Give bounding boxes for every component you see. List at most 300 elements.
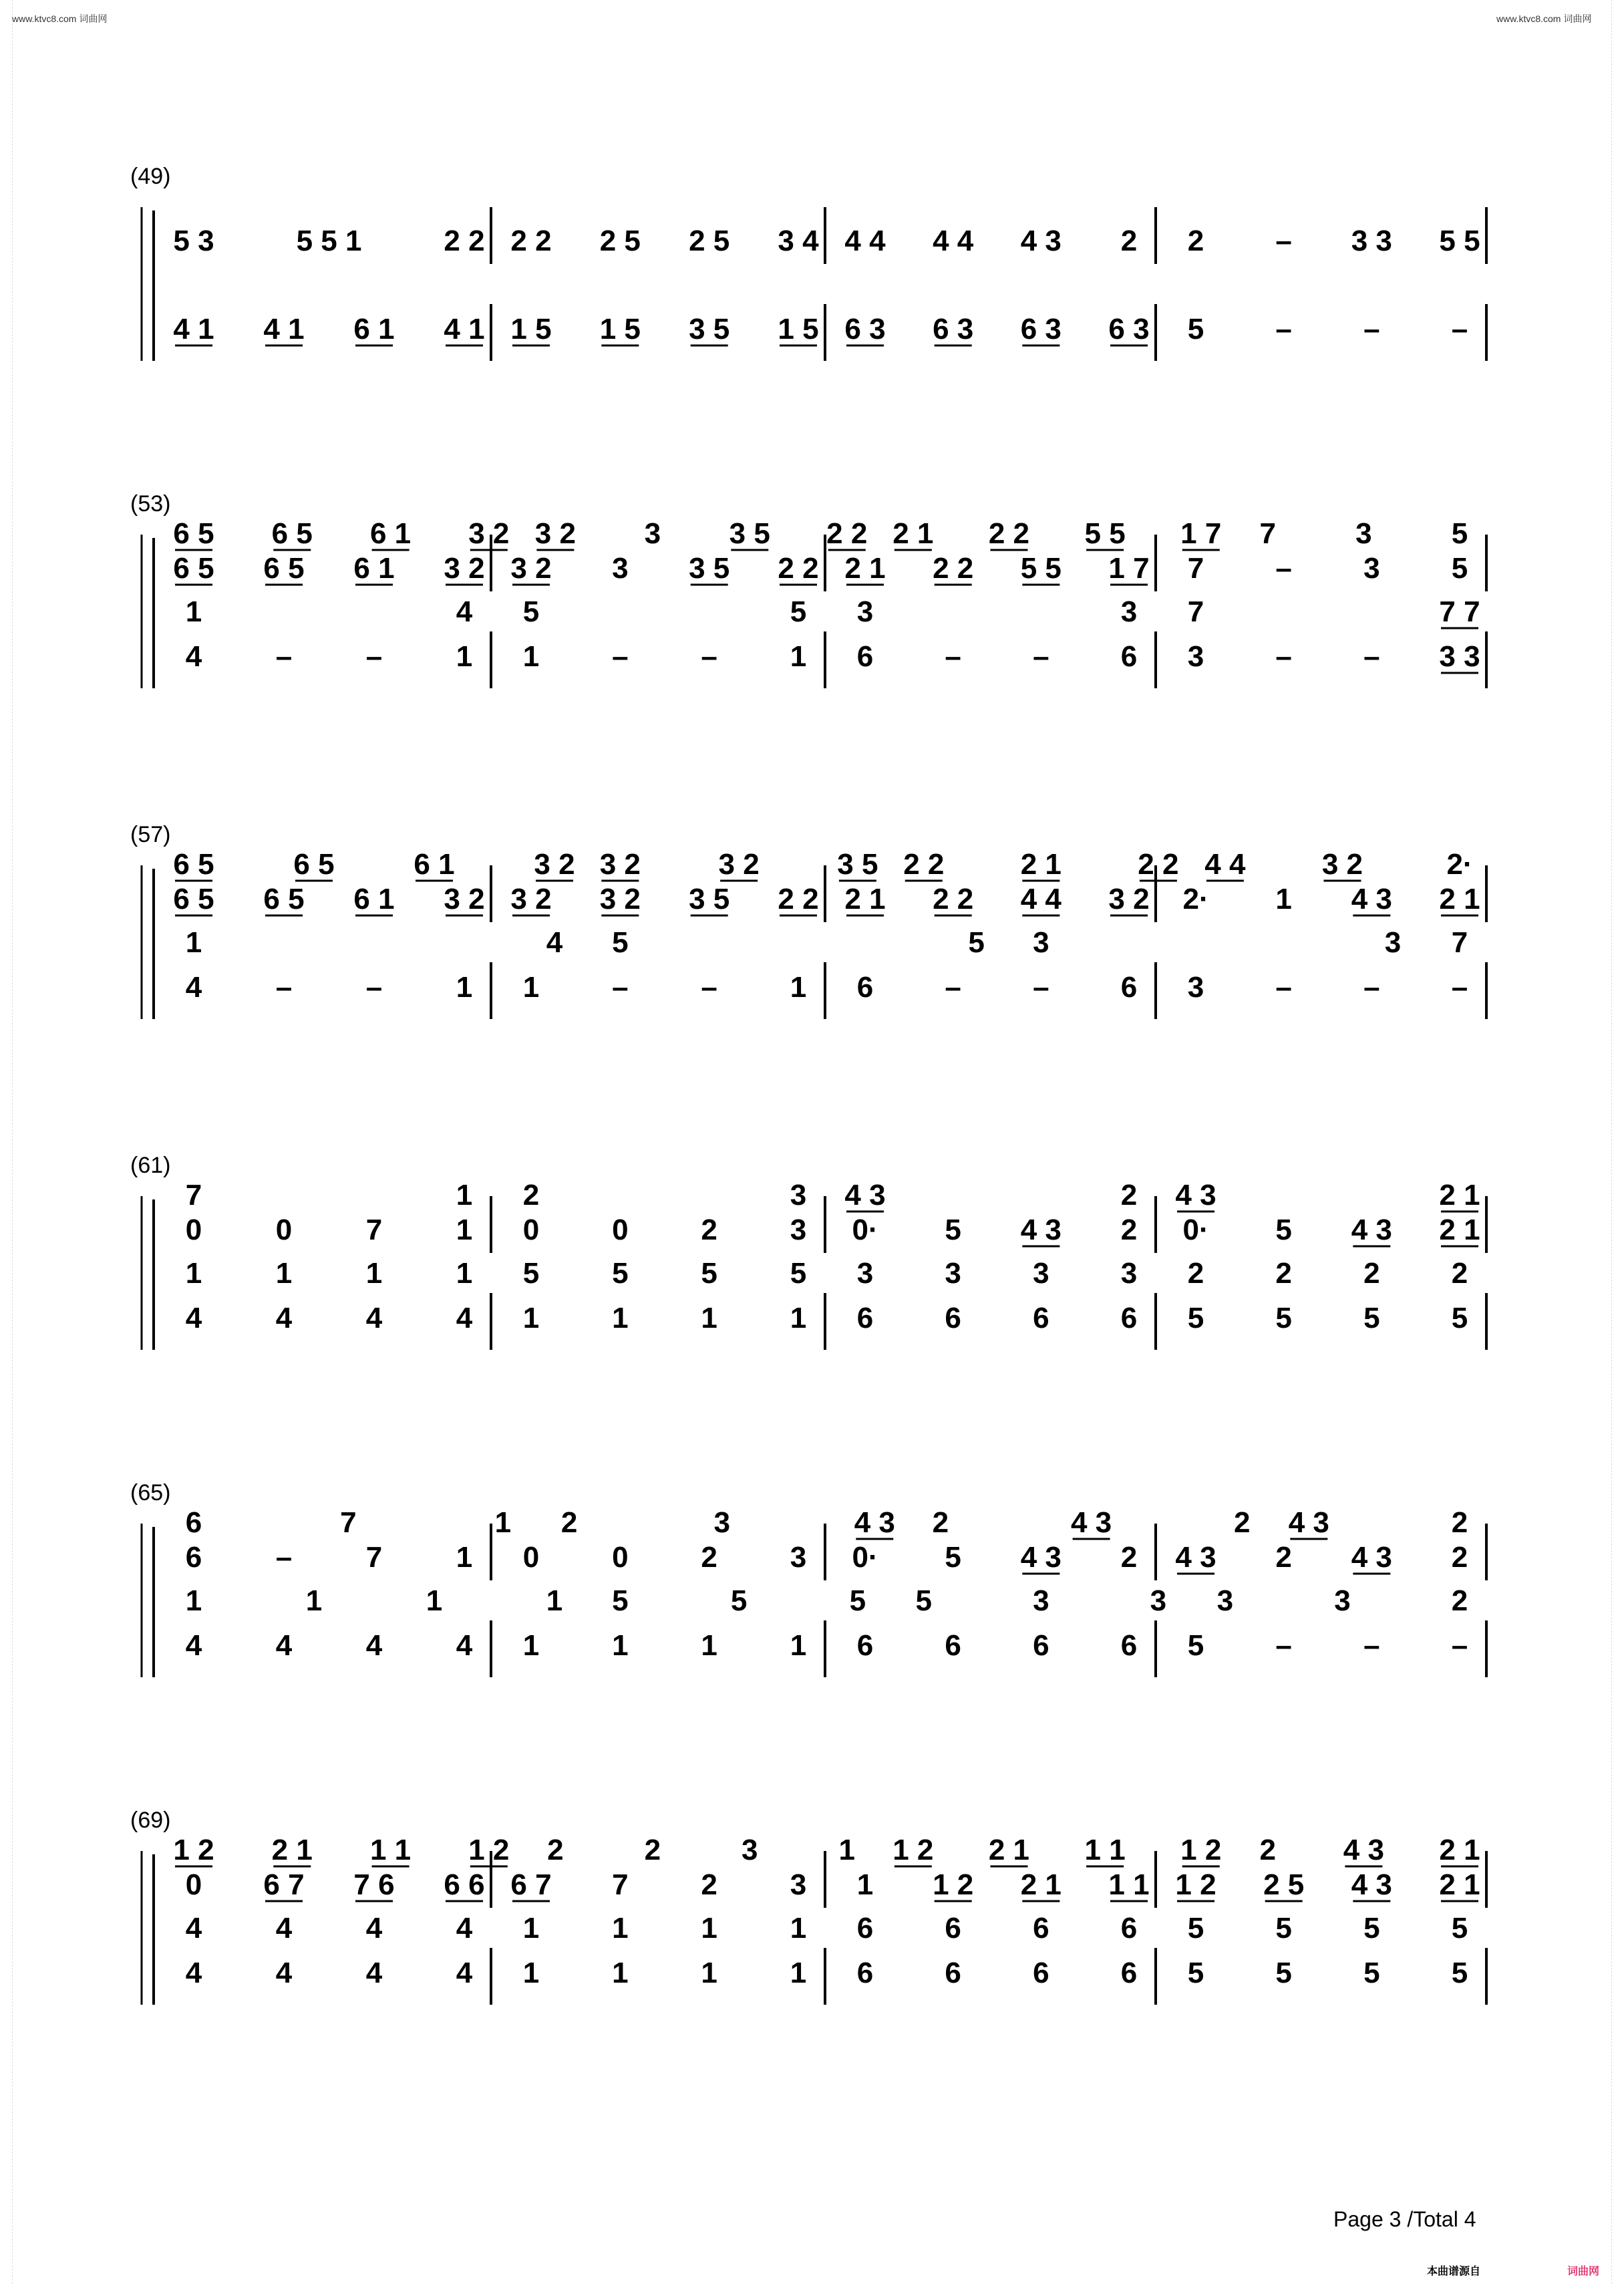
lower-note: 4 [365,1302,383,1334]
lower-note: 4 1 [173,313,214,345]
lower-note: 1 [456,971,473,1004]
lower-note-top: 1 [790,1912,807,1945]
lower-note: – [275,640,293,673]
upper-note: 6 5 [173,552,214,585]
lower-note: 5 [1187,1302,1204,1334]
footer-source-text: 本曲谱源自 [1427,2266,1481,2277]
lower-note: 3 [1187,971,1204,1004]
lower-note-top: 6 [1120,1912,1138,1945]
lower-note-top: 5 [522,1257,540,1290]
lower-note: 6 [1033,1957,1049,1989]
upper-note-top: 3 2 [468,517,510,550]
lower-note-top: 6 [856,1912,874,1945]
upper-note: 2 1 [1439,883,1480,915]
upper-note-top: 3 5 [837,848,878,881]
lower-note-top: 3 [945,1257,961,1290]
lower-note: 6 [945,1629,961,1662]
upper-note: 0 [185,1214,202,1246]
upper-note-top: 3 [1355,517,1372,550]
upper-note: 2 1 [844,883,886,915]
lower-note: 1 5 [599,313,641,345]
lower-note: 4 [365,1629,383,1662]
upper-note-top: 6 1 [369,517,412,550]
upper-note: 2 2 [444,225,485,257]
upper-note: 7 [1187,552,1204,585]
upper-note: 4 3 [1351,883,1392,915]
header-right-text: www.ktvc8.com 词曲网 [1496,13,1592,24]
lower-note-top: 1 [185,926,202,959]
upper-note: 4 3 [1351,1214,1392,1246]
upper-note: 4 3 [1020,1541,1062,1574]
measure-number: (65) [130,1480,171,1506]
lower-note-top: 5 [701,1257,717,1290]
upper-note: 6 1 [353,552,395,585]
upper-note-top: 6 1 [414,848,455,881]
upper-note: 5 [1275,1214,1292,1246]
upper-note: 5 [945,1214,961,1246]
lower-note: 1 [522,1629,540,1662]
header-left-text: www.ktvc8.com 词曲网 [12,13,108,24]
upper-note-top: 3 2 [599,848,641,881]
lower-note-top: 5 [849,1584,866,1617]
upper-note-top: 7 [1259,517,1276,550]
upper-note-top: 2 1 [1439,1834,1480,1866]
upper-note: 6 7 [510,1868,552,1901]
lower-note: 6 [856,971,874,1004]
upper-note-top: 3 2 [534,848,575,881]
lower-note: 6 3 [933,313,974,345]
upper-note: 5 [945,1541,961,1574]
lower-note: 3 3 [1439,640,1480,673]
lower-note: 5 [1451,1957,1468,1989]
lower-note-top: 5 [522,595,540,628]
lower-note: 1 [790,971,807,1004]
upper-note: 1 [1275,883,1292,915]
lower-note-top: 1 [522,1912,540,1945]
lower-note-top: 2 [1451,1257,1468,1290]
upper-note-top: 3 [742,1834,758,1866]
upper-note: 5 5 [1020,552,1062,585]
upper-note-top: 2 [547,1834,564,1866]
upper-note-top: 6 [185,1506,202,1539]
lower-note: 3 5 [689,313,730,345]
lower-note: 6 1 [353,313,395,345]
upper-note-top: 4 3 [844,1179,886,1211]
lower-note-top: 4 [365,1912,383,1945]
lower-note: – [1033,640,1049,673]
lower-note: 4 1 [444,313,485,345]
upper-note-top: 2 [1259,1834,1276,1866]
upper-note: 6 1 [353,883,395,915]
lower-note-top: 4 [456,1912,473,1945]
measure-number: (61) [130,1153,171,1178]
upper-note: 3 2 [510,552,552,585]
lower-note: – [1275,971,1292,1004]
upper-note: 4 4 [844,225,886,257]
upper-note: 2 [701,1214,717,1246]
upper-note: 2 [1275,1541,1292,1574]
lower-note: 6 3 [1020,313,1062,345]
measure-number: (69) [130,1808,171,1833]
lower-note-top: 3 [856,595,874,628]
lower-note: 5 [1187,313,1204,345]
upper-note: 4 3 [1351,1868,1392,1901]
upper-note: 2 [1451,1541,1468,1574]
lower-note: 6 [1120,1302,1138,1334]
page-indicator: Page 3 /Total 4 [1333,2207,1476,2231]
lower-note: 6 [856,1302,874,1334]
lower-note: 1 [701,1629,717,1662]
upper-note-top: 2 [1451,1506,1468,1539]
upper-note: 3 [790,1868,807,1901]
lower-note-top: 7 7 [1439,595,1480,628]
upper-note: – [275,1541,293,1574]
upper-note-top: 4 3 [1288,1506,1329,1539]
upper-note: 0· [852,1214,878,1246]
lower-note-top: 5 [968,926,985,959]
upper-note: 2 1 [1439,1214,1480,1246]
upper-note-top: 6 5 [271,517,313,550]
lower-note: 6 [945,1302,961,1334]
lower-note: 6 [1120,1629,1138,1662]
lower-note-top: 3 [1033,1257,1049,1290]
lower-note: 4 [185,971,202,1004]
lower-note-top: 5 [915,1584,933,1617]
lower-note-top: 3 [1120,1257,1138,1290]
upper-note: 4 3 [1020,225,1062,257]
upper-note-top: 2 1 [1439,1179,1480,1211]
upper-note: 2 2 [933,883,974,915]
lower-note: 1 5 [778,313,819,345]
upper-note: 0· [1182,1214,1209,1246]
lower-note: 1 [612,1302,629,1334]
lower-note-top: 1 [185,595,202,628]
measure-number: (57) [130,822,171,847]
measure-number: (53) [130,491,171,517]
upper-note: 1 [856,1868,874,1901]
lower-note-top: 5 [612,1584,629,1617]
upper-note-top: 1 1 [1084,1834,1126,1866]
upper-note-top: 3 [644,517,661,550]
lower-note: 5 [1363,1957,1380,1989]
lower-note-top: 4 [456,595,473,628]
upper-note: 5 5 [1439,225,1480,257]
upper-note: 0 [275,1214,293,1246]
upper-note-top: 2 [1120,1179,1138,1211]
lower-note-top: 5 [790,595,807,628]
lower-note-top: 3 [1033,926,1049,959]
lower-note: 5 [1275,1302,1292,1334]
lower-note-top: 7 [1187,595,1204,628]
upper-note-top: 2 2 [903,848,945,881]
lower-note: – [275,971,293,1004]
lower-note-top: 2 [1187,1257,1204,1290]
lower-note-top: 6 [945,1912,961,1945]
lower-note: – [701,971,717,1004]
lower-note: 6 3 [1108,313,1150,345]
lower-note-top: 5 [730,1584,748,1617]
upper-note: – [1275,552,1292,585]
lower-note: 4 [185,640,202,673]
lower-note: 5 [1187,1629,1204,1662]
upper-note: 3 2 [444,883,485,915]
upper-note-top: 2 2 [1138,848,1179,881]
lower-note-top: 1 [305,1584,323,1617]
upper-note-top: 2 2 [826,517,868,550]
upper-note: 3 2 [510,883,552,915]
upper-note: 3 4 [778,225,819,257]
lower-note-top: 2 [1451,1584,1468,1617]
lower-note-top: 1 [365,1257,383,1290]
upper-note: 0 [612,1541,629,1574]
lower-note: 1 [701,1302,717,1334]
upper-note-top: 1 2 [892,1834,934,1866]
upper-note: 2 5 [1263,1868,1305,1901]
upper-note: 1 7 [1108,552,1150,585]
lower-note-top: 2 [1275,1257,1292,1290]
lower-note-top: 3 [856,1257,874,1290]
lower-note: 4 [275,1302,293,1334]
upper-note: 3 3 [1351,225,1392,257]
lower-note-top: 7 [1451,926,1468,959]
footer-brand-logo: 词曲网 [1567,2266,1600,2277]
lower-note: 6 [856,640,874,673]
upper-note-top: 2 1 [988,1834,1030,1866]
upper-note: 7 [365,1214,383,1246]
upper-note: 6 5 [263,883,305,915]
upper-note-top: 4 4 [1204,848,1246,881]
lower-note-top: 3 [1120,595,1138,628]
upper-note: 6 5 [263,552,305,585]
upper-note-top: 1 2 [468,1834,510,1866]
measure-number: (49) [130,164,171,189]
upper-note: 3 5 [689,883,730,915]
upper-note-top: 6 5 [173,517,214,550]
lower-note: 4 [456,1629,473,1662]
upper-note: 1 2 [1175,1868,1216,1901]
lower-note-top: 4 [546,926,563,959]
upper-note-top: 2· [1446,848,1473,881]
upper-note-top: 1 2 [173,1834,214,1866]
lower-note: – [1363,313,1380,345]
upper-note: 5 5 1 [296,225,362,257]
lower-note-top: 5 [790,1257,807,1290]
lower-note: 4 [185,1629,202,1662]
upper-note: 2 2 [778,883,819,915]
lower-note: 3 [1187,640,1204,673]
upper-note-top: 2 [644,1834,661,1866]
upper-note: 5 [1451,552,1468,585]
upper-note: 2 [1120,225,1138,257]
lower-note: 5 [1451,1302,1468,1334]
lower-note-top: 1 [275,1257,293,1290]
upper-note: 1 2 [933,1868,974,1901]
upper-note: 3 [790,1214,807,1246]
lower-note: 4 [456,1957,473,1989]
upper-note-top: 5 [1451,517,1468,550]
lower-note: 6 [945,1957,961,1989]
lower-note-top: 1 [701,1912,717,1945]
upper-note-top: 2 [1234,1506,1251,1539]
lower-note: 6 [856,1629,874,1662]
lower-note-top: 5 [612,1257,629,1290]
upper-note-top: 6 5 [173,848,214,881]
upper-note-top: 1 [456,1179,473,1211]
upper-note-top: 2 [932,1506,949,1539]
lower-note: 1 [522,1302,540,1334]
upper-note: 4 3 [1020,1214,1062,1246]
upper-note: 2 [1120,1541,1138,1574]
upper-note: 3 [612,552,629,585]
upper-note: 2 [1187,225,1204,257]
lower-note: – [701,640,717,673]
upper-note: 7 [365,1541,383,1574]
upper-note: 2 5 [689,225,730,257]
lower-note: – [1451,971,1468,1004]
upper-note-top: 6 5 [293,848,335,881]
lower-note: – [945,971,961,1004]
lower-note-top: 3 [1216,1584,1234,1617]
lower-note: 1 [790,1957,807,1989]
upper-note: 4 3 [1175,1541,1216,1574]
upper-note: 3 2 [444,552,485,585]
lower-note: 5 [1187,1957,1204,1989]
upper-note-top: 3 [713,1506,730,1539]
upper-note-top: 4 3 [1070,1506,1112,1539]
lower-note: – [1275,313,1292,345]
lower-note: 6 [1120,640,1138,673]
upper-note: 3 5 [689,552,730,585]
lower-note: – [1033,971,1049,1004]
lower-note: 1 5 [510,313,552,345]
lower-note: – [1451,313,1468,345]
upper-note-top: 1 1 [369,1834,412,1866]
lower-note: 6 3 [844,313,886,345]
lower-note: 1 [612,1957,629,1989]
upper-note-top: 2 1 [271,1834,313,1866]
upper-note: 3 2 [599,883,641,915]
lower-note: 4 [185,1302,202,1334]
upper-note: 6 7 [263,1868,305,1901]
upper-note-top: 2 2 [988,517,1030,550]
upper-note: 3 [1363,552,1380,585]
upper-note: 2 5 [599,225,641,257]
upper-note-top: 3 2 [534,517,576,550]
lower-note: – [1363,640,1380,673]
lower-note: 1 [522,640,540,673]
lower-note: 4 1 [263,313,305,345]
lower-note-top: 2 [1363,1257,1380,1290]
upper-note: 0 [612,1214,629,1246]
lower-note: 1 [522,971,540,1004]
lower-note: 5 [1363,1302,1380,1334]
upper-note: 1 1 [1108,1868,1150,1901]
upper-note: 0 [185,1868,202,1901]
lower-note: – [1363,971,1380,1004]
lower-note: 4 [365,1957,383,1989]
lower-note-top: 1 [426,1584,443,1617]
lower-note: 4 [275,1957,293,1989]
lower-note-top: 4 [275,1912,293,1945]
upper-note: 0 [522,1214,540,1246]
upper-note-top: 4 3 [1175,1179,1216,1211]
lower-note-top: 3 [1150,1584,1167,1617]
lower-note: – [1363,1629,1380,1662]
lower-note: – [1451,1629,1468,1662]
upper-note-top: 2 [522,1179,540,1211]
lower-note: – [612,971,629,1004]
upper-note-top: 5 5 [1084,517,1126,550]
lower-note: 1 [612,1629,629,1662]
upper-note-top: 3 2 [718,848,760,881]
upper-note: 2 1 [1020,1868,1062,1901]
lower-note-top: 5 [1451,1912,1468,1945]
lower-note: – [1275,640,1292,673]
lower-note-top: 5 [1187,1912,1204,1945]
upper-note: 3 2 [1108,883,1150,915]
upper-note: – [1275,225,1292,257]
lower-note: 1 [522,1957,540,1989]
upper-note: 3 [790,1541,807,1574]
upper-note: 2· [1182,883,1209,915]
upper-note: 2 [701,1868,717,1901]
upper-note-top: 1 [494,1506,512,1539]
lower-note-top: 1 [185,1257,202,1290]
lower-note: – [365,640,383,673]
upper-note-top: 2 1 [1020,848,1062,881]
lower-note: 1 [790,1302,807,1334]
upper-note: 1 [456,1541,473,1574]
upper-note: 2 1 [844,552,886,585]
lower-note-top: 5 [1363,1912,1380,1945]
lower-note: – [612,640,629,673]
upper-note-top: 4 3 [1343,1834,1384,1866]
upper-note-top: 7 [340,1506,357,1539]
lower-note: – [1275,1629,1292,1662]
lower-note: 4 [275,1629,293,1662]
upper-note: 2 2 [778,552,819,585]
upper-note: 6 [185,1541,202,1574]
lower-note: 1 [790,1629,807,1662]
upper-note: 0· [852,1541,878,1574]
lower-note: 1 [790,640,807,673]
upper-note: 2 1 [1439,1868,1480,1901]
lower-note: 6 [1120,971,1138,1004]
lower-note-top: 6 [1033,1912,1049,1945]
lower-note-top: 3 [1033,1584,1049,1617]
upper-note: 6 6 [444,1868,485,1901]
upper-note: 2 2 [933,552,974,585]
upper-note-top: 7 [185,1179,202,1211]
lower-note-top: 3 [1384,926,1402,959]
lower-note-top: 1 [456,1257,473,1290]
upper-note: 7 [612,1868,629,1901]
upper-note: 7 6 [353,1868,395,1901]
lower-note-top: 4 [185,1912,202,1945]
lower-note: 6 [1033,1629,1049,1662]
lower-note: – [945,640,961,673]
upper-note: 4 4 [1020,883,1062,915]
upper-note: 2 [1120,1214,1138,1246]
upper-note: 2 2 [510,225,552,257]
lower-note: 4 [185,1957,202,1989]
upper-note-top: 1 2 [1180,1834,1222,1866]
upper-note: 4 4 [933,225,974,257]
lower-note: 6 [856,1957,874,1989]
upper-note: 5 3 [173,225,214,257]
lower-note-top: 5 [1275,1912,1292,1945]
lower-note-top: 5 [612,926,629,959]
